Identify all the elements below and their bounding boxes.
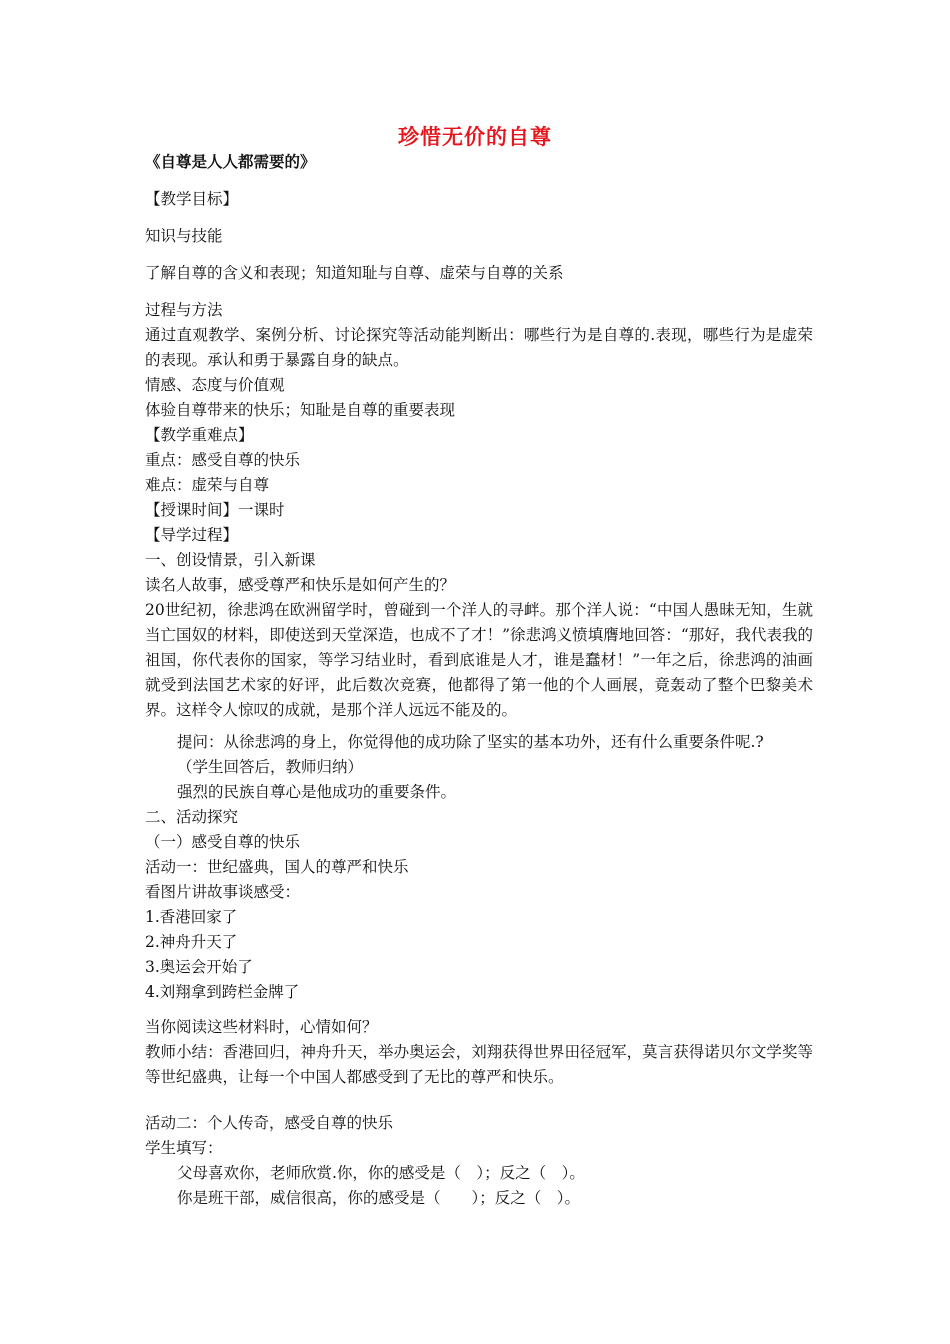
key-point: 重点：感受自尊的快乐 (145, 451, 301, 469)
section-heading: 【教学重难点】 (145, 426, 254, 444)
list-item: 2.神舟升天了 (145, 933, 238, 951)
part-heading: 二、活动探究 (145, 808, 239, 826)
list-item: 3.奥运会开始了 (145, 958, 253, 976)
objective-text: 通过直观教学、案例分析、讨论探究等活动能判断出：哪些行为是自尊的.表现，哪些行为是虚荣的表现。承认和勇于暴露自身的缺点。 (145, 326, 813, 369)
subsection-heading: （一）感受自尊的快乐 (145, 833, 301, 851)
story-paragraph: 20世纪初，徐悲鸿在欧洲留学时，曾碰到一个洋人的寻衅。那个洋人说：“中国人愚昧无知，生就当亡国奴的材料，即使送到天堂深造，也成不了才！”徐悲鸿义愤填膺地回答：“那好，我代表我的祖国，你代表你的国家，等学习结业时，看到底谁是人才，谁是蠢材！”一年之后，徐悲鸿的油画就受到法国艺术家的好评，此后数次竞赛，他都得了第一他的个人画展，竟轰动了整个巴黎美术界。这样令人惊叹的成就，是那个洋人远远不能及的。 (145, 601, 813, 719)
part-heading: 一、创设情景，引入新课 (145, 551, 316, 569)
summary-paragraph: 教师小结：香港回归，神舟升天，举办奥运会，刘翔获得世界田径冠军，莫言获得诺贝尔文学奖等等世纪盛典，让每一个中国人都感受到了无比的尊严和快乐。 (145, 1043, 813, 1086)
difficult-point: 难点：虚荣与自尊 (145, 476, 270, 494)
fill-in-item: 你是班干部，威信很高，你的感受是（ ）；反之（ ）。 (177, 1189, 581, 1207)
activity-heading: 活动二：个人传奇，感受自尊的快乐 (145, 1114, 394, 1132)
objective-text: 体验自尊带来的快乐；知耻是自尊的重要表现 (145, 401, 456, 419)
question-text: 提问：从徐悲鸿的身上，你觉得他的成功除了坚实的基本功外，还有什么重要条件呢.? (177, 733, 764, 751)
section-heading: 【导学过程】 (145, 526, 239, 544)
lesson-time: 【授课时间】一课时 (145, 501, 285, 519)
note-text: （学生回答后，教师归纳） (177, 758, 364, 776)
instruction-text: 学生填写： (145, 1139, 223, 1157)
activity-heading: 活动一：世纪盛典，国人的尊严和快乐 (145, 858, 409, 876)
objective-heading: 情感、态度与价值观 (145, 376, 285, 394)
fill-in-item: 父母喜欢你，老师欣赏.你，你的感受是（ ）；反之（ ）。 (177, 1164, 585, 1182)
list-item: 4.刘翔拿到跨栏金牌了 (145, 983, 300, 1001)
section-heading: 【教学目标】 (145, 190, 239, 208)
objective-text: 了解自尊的含义和表现；知道知耻与自尊、虚荣与自尊的关系 (145, 264, 564, 282)
lesson-subtitle: 《自尊是人人都需要的》 (145, 153, 316, 171)
question-text: 当你阅读这些材料时，心情如何？ (145, 1018, 378, 1036)
instruction-text: 读名人故事，感受尊严和快乐是如何产生的？ (145, 576, 456, 594)
instruction-text: 看图片讲故事谈感受： (145, 883, 301, 901)
document-body (145, 150, 813, 1211)
objective-heading: 过程与方法 (145, 301, 223, 319)
objective-heading: 知识与技能 (145, 227, 223, 245)
list-item: 1.香港回家了 (145, 908, 238, 926)
document-title: 珍惜无价的自尊 (398, 125, 552, 149)
answer-text: 强烈的民族自尊心是他成功的重要条件。 (177, 783, 457, 801)
